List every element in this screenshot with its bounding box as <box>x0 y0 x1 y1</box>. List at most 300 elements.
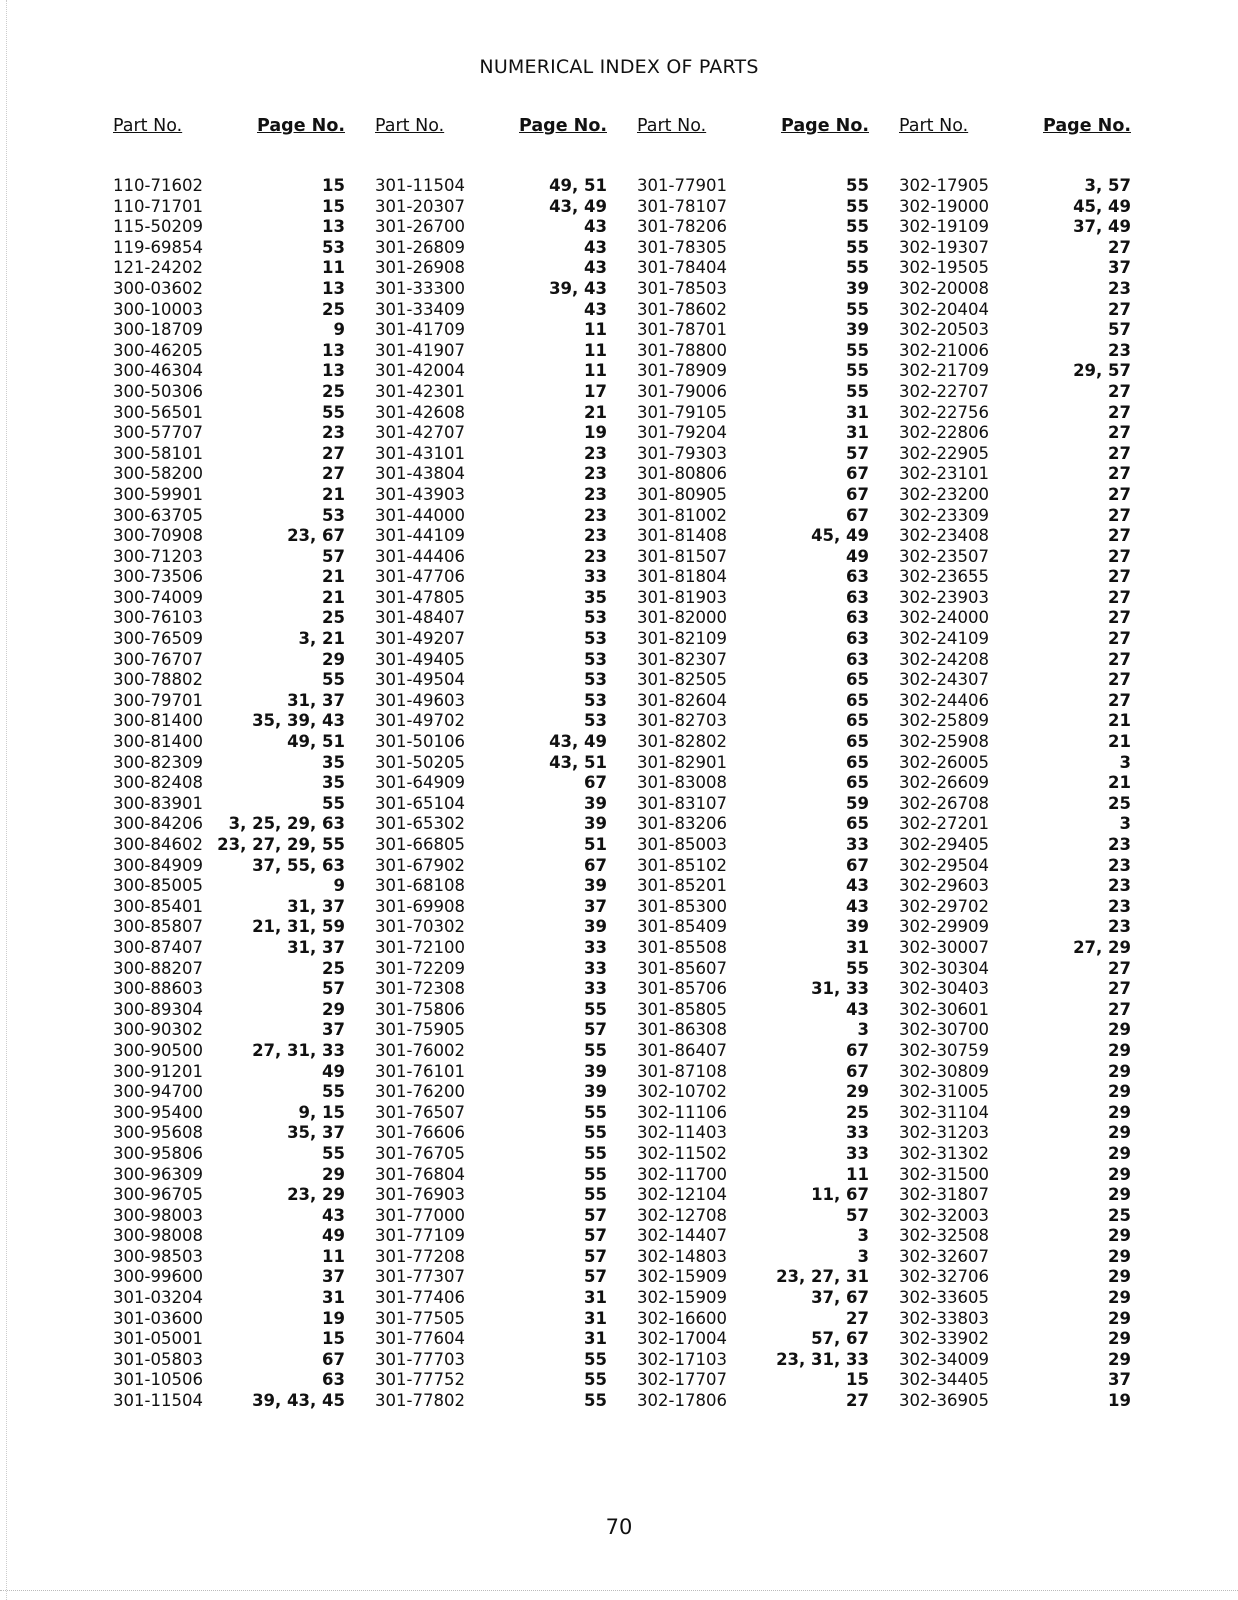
index-rows <box>113 176 345 1412</box>
page-reference: 27 <box>1108 629 1131 649</box>
index-row <box>899 897 1131 918</box>
index-row <box>899 423 1131 444</box>
index-row <box>113 1000 345 1021</box>
index-row <box>375 917 607 938</box>
part-number: 301-43903 <box>375 484 465 504</box>
index-row <box>375 1185 607 1206</box>
part-number: 301-72308 <box>375 979 465 999</box>
page-reference: 9 <box>333 876 345 896</box>
index-row <box>899 485 1131 506</box>
index-row <box>899 691 1131 712</box>
part-number: 301-41709 <box>375 320 465 340</box>
page-reference: 23 <box>1108 917 1131 937</box>
part-number: 301-82604 <box>637 690 727 710</box>
part-number: 302-26708 <box>899 793 989 813</box>
index-row <box>899 753 1131 774</box>
part-number: 301-77703 <box>375 1349 465 1369</box>
index-row <box>113 650 345 671</box>
page-reference: 67 <box>846 1040 869 1060</box>
part-number: 301-76903 <box>375 1185 465 1205</box>
part-number: 302-33902 <box>899 1329 989 1349</box>
part-number: 301-77752 <box>375 1370 465 1390</box>
page-reference: 39 <box>584 876 607 896</box>
page-reference: 11 <box>322 258 345 278</box>
index-row <box>637 650 869 671</box>
part-number: 300-87407 <box>113 937 203 957</box>
index-row <box>113 1329 345 1350</box>
index-row <box>637 1165 869 1186</box>
part-number: 300-85401 <box>113 896 203 916</box>
page-reference: 25 <box>1108 793 1131 813</box>
index-row <box>637 959 869 980</box>
page-reference: 29 <box>1108 1226 1131 1246</box>
part-number: 300-78802 <box>113 670 203 690</box>
page-no-header: Page No. <box>257 116 345 136</box>
page-reference: 29 <box>1108 1082 1131 1102</box>
index-row <box>375 300 607 321</box>
part-number: 302-36905 <box>899 1391 989 1411</box>
part-number: 301-67902 <box>375 855 465 875</box>
part-number: 301-78404 <box>637 258 727 278</box>
page-reference: 13 <box>322 361 345 381</box>
index-row <box>375 1370 607 1391</box>
part-number: 302-11700 <box>637 1164 727 1184</box>
page-no-header: Page No. <box>781 116 869 136</box>
page-reference: 29 <box>1108 1349 1131 1369</box>
part-number: 302-25809 <box>899 711 989 731</box>
page-reference: 49 <box>322 1061 345 1081</box>
index-row <box>375 341 607 362</box>
page-reference: 55 <box>584 1040 607 1060</box>
index-row <box>113 444 345 465</box>
part-number: 301-77901 <box>637 176 727 195</box>
part-number: 301-48407 <box>375 608 465 628</box>
page-reference: 37 <box>1108 258 1131 278</box>
index-row <box>113 1391 345 1412</box>
page-reference: 29 <box>1108 1020 1131 1040</box>
part-number: 300-84909 <box>113 855 203 875</box>
page-reference: 27 <box>1108 484 1131 504</box>
part-number: 301-49504 <box>375 670 465 690</box>
index-row <box>637 1123 869 1144</box>
page-reference: 27 <box>1108 608 1131 628</box>
part-number: 301-76101 <box>375 1061 465 1081</box>
page-reference: 29 <box>1108 1308 1131 1328</box>
page-reference: 27 <box>322 443 345 463</box>
index-row <box>113 1370 345 1391</box>
page-reference: 23 <box>322 423 345 443</box>
part-number: 300-10003 <box>113 299 203 319</box>
index-row <box>375 567 607 588</box>
page-reference: 55 <box>322 1143 345 1163</box>
page-reference: 27 <box>1108 546 1131 566</box>
index-row <box>637 1185 869 1206</box>
page-reference: 19 <box>584 423 607 443</box>
page-reference: 37 <box>1108 1370 1131 1390</box>
index-column-1 <box>113 116 345 1412</box>
index-row <box>113 876 345 897</box>
part-number: 301-03204 <box>113 1288 203 1308</box>
index-row <box>113 382 345 403</box>
part-number: 300-59901 <box>113 484 203 504</box>
index-row <box>637 753 869 774</box>
page-reference: 63 <box>846 629 869 649</box>
index-row <box>637 444 869 465</box>
index-row <box>899 711 1131 732</box>
index-row <box>375 1226 607 1247</box>
index-row <box>375 464 607 485</box>
index-row <box>899 650 1131 671</box>
index-row <box>113 938 345 959</box>
part-number: 301-83107 <box>637 793 727 813</box>
column-header <box>113 116 345 176</box>
part-number: 302-23507 <box>899 546 989 566</box>
page-reference: 35, 37 <box>287 1123 345 1143</box>
page-reference: 65 <box>846 670 869 690</box>
index-row <box>899 197 1131 218</box>
part-number: 302-24307 <box>899 670 989 690</box>
page-no-header: Page No. <box>1043 116 1131 136</box>
part-number: 302-32003 <box>899 1205 989 1225</box>
part-number: 301-85409 <box>637 917 727 937</box>
part-number: 301-64909 <box>375 773 465 793</box>
index-row <box>113 711 345 732</box>
index-row <box>899 794 1131 815</box>
page-reference: 67 <box>584 855 607 875</box>
part-number: 302-33803 <box>899 1308 989 1328</box>
index-column-3 <box>637 116 869 1412</box>
page-title: NUMERICAL INDEX OF PARTS <box>479 56 759 78</box>
page-reference: 9, 15 <box>298 1102 345 1122</box>
part-number: 301-05001 <box>113 1329 203 1349</box>
index-rows <box>375 176 607 1412</box>
page-reference: 63 <box>846 649 869 669</box>
part-number: 301-33300 <box>375 278 465 298</box>
page-reference: 11 <box>584 320 607 340</box>
part-number: 301-87108 <box>637 1061 727 1081</box>
part-number: 301-80806 <box>637 464 727 484</box>
part-number: 300-98003 <box>113 1205 203 1225</box>
page-reference: 11 <box>584 361 607 381</box>
part-number: 300-98008 <box>113 1226 203 1246</box>
part-number: 301-86308 <box>637 1020 727 1040</box>
page-reference: 53 <box>322 237 345 257</box>
index-row <box>375 423 607 444</box>
part-number: 300-91201 <box>113 1061 203 1081</box>
part-number: 302-11106 <box>637 1102 727 1122</box>
page-reference: 21 <box>584 402 607 422</box>
index-row <box>113 320 345 341</box>
index-row <box>375 506 607 527</box>
part-number: 302-23309 <box>899 505 989 525</box>
page-reference: 53 <box>322 505 345 525</box>
part-number: 302-24000 <box>899 608 989 628</box>
part-number: 110-71602 <box>113 176 203 195</box>
index-column-4 <box>899 116 1131 1412</box>
index-row <box>375 258 607 279</box>
index-row <box>637 567 869 588</box>
index-row <box>637 938 869 959</box>
index-row <box>899 608 1131 629</box>
part-number: 302-33605 <box>899 1288 989 1308</box>
part-number: 302-24406 <box>899 690 989 710</box>
page-reference: 21 <box>1108 732 1131 752</box>
index-row <box>375 1206 607 1227</box>
index-row <box>113 835 345 856</box>
index-row <box>113 361 345 382</box>
index-row <box>375 856 607 877</box>
part-number: 301-10506 <box>113 1370 203 1390</box>
page-reference: 49 <box>846 546 869 566</box>
part-number: 302-23200 <box>899 484 989 504</box>
page-reference: 27 <box>1108 670 1131 690</box>
index-row <box>637 773 869 794</box>
page-reference: 57 <box>322 546 345 566</box>
part-number: 300-46205 <box>113 340 203 360</box>
page-reference: 43 <box>584 237 607 257</box>
margin-rule <box>6 0 7 1600</box>
part-number: 300-99600 <box>113 1267 203 1287</box>
index-row <box>899 1288 1131 1309</box>
page-reference: 15 <box>322 196 345 216</box>
part-number: 302-21709 <box>899 361 989 381</box>
page-reference: 43 <box>846 896 869 916</box>
index-row <box>637 506 869 527</box>
part-number: 302-32508 <box>899 1226 989 1246</box>
page-reference: 53 <box>584 690 607 710</box>
part-number: 302-30759 <box>899 1040 989 1060</box>
page-reference: 37 <box>322 1267 345 1287</box>
part-number: 302-11502 <box>637 1143 727 1163</box>
page-reference: 43 <box>584 299 607 319</box>
part-number: 302-17905 <box>899 176 989 195</box>
index-row <box>375 794 607 815</box>
page-reference: 3, 57 <box>1084 176 1131 195</box>
part-number: 301-82307 <box>637 649 727 669</box>
part-number: 301-81804 <box>637 567 727 587</box>
page-reference: 23 <box>584 443 607 463</box>
index-row <box>113 1226 345 1247</box>
index-row <box>375 279 607 300</box>
part-number: 300-98503 <box>113 1246 203 1266</box>
index-row <box>899 444 1131 465</box>
page-reference: 3 <box>857 1020 869 1040</box>
page-reference: 27 <box>1108 299 1131 319</box>
page-reference: 27 <box>322 464 345 484</box>
part-number: 301-79204 <box>637 423 727 443</box>
page-reference: 57 <box>584 1205 607 1225</box>
index-row <box>113 197 345 218</box>
page-reference: 43 <box>322 1205 345 1225</box>
part-number: 300-76509 <box>113 629 203 649</box>
index-row <box>637 794 869 815</box>
index-row <box>375 1165 607 1186</box>
part-number: 301-44109 <box>375 526 465 546</box>
page-reference: 25 <box>846 1102 869 1122</box>
index-row <box>637 1020 869 1041</box>
page-reference: 23 <box>584 484 607 504</box>
part-number: 301-69908 <box>375 896 465 916</box>
part-number: 301-82505 <box>637 670 727 690</box>
index-row <box>899 1370 1131 1391</box>
index-row <box>113 979 345 1000</box>
index-row <box>899 670 1131 691</box>
index-row <box>375 753 607 774</box>
page-reference: 9 <box>333 320 345 340</box>
part-number: 301-82109 <box>637 629 727 649</box>
page-reference: 3 <box>1119 814 1131 834</box>
page-reference: 33 <box>584 958 607 978</box>
page-reference: 23 <box>1108 855 1131 875</box>
index-row <box>637 547 869 568</box>
part-number: 301-77802 <box>375 1391 465 1411</box>
index-row <box>113 485 345 506</box>
index-row <box>899 732 1131 753</box>
page-reference: 55 <box>584 1102 607 1122</box>
part-number: 301-11504 <box>113 1391 203 1411</box>
index-row <box>637 526 869 547</box>
part-number: 301-41907 <box>375 340 465 360</box>
page-reference: 27 <box>1108 526 1131 546</box>
index-row <box>899 464 1131 485</box>
page-reference: 63 <box>846 587 869 607</box>
part-no-header: Part No. <box>637 116 707 136</box>
index-row <box>637 670 869 691</box>
page-reference: 55 <box>846 361 869 381</box>
index-row <box>375 959 607 980</box>
part-number: 301-75806 <box>375 999 465 1019</box>
index-row <box>637 485 869 506</box>
index-row <box>113 814 345 835</box>
index-row <box>899 258 1131 279</box>
part-number: 300-88603 <box>113 979 203 999</box>
index-column-2 <box>375 116 607 1412</box>
page-reference: 49, 51 <box>549 176 607 195</box>
index-row <box>113 464 345 485</box>
index-row <box>113 217 345 238</box>
index-row <box>113 341 345 362</box>
part-number: 302-22707 <box>899 381 989 401</box>
part-number: 301-85607 <box>637 958 727 978</box>
part-number: 301-11504 <box>375 176 465 195</box>
index-row <box>113 1185 345 1206</box>
page-reference: 31 <box>846 402 869 422</box>
index-row <box>637 423 869 444</box>
page-reference: 29 <box>1108 1102 1131 1122</box>
part-number: 302-30403 <box>899 979 989 999</box>
page-reference: 11 <box>584 340 607 360</box>
page-reference: 51 <box>584 835 607 854</box>
index-row <box>375 814 607 835</box>
index-row <box>375 444 607 465</box>
index-row <box>113 1020 345 1041</box>
page-reference: 57 <box>584 1267 607 1287</box>
page-reference: 23, 27, 29, 55 <box>217 835 345 854</box>
part-number: 300-79701 <box>113 690 203 710</box>
index-row <box>637 897 869 918</box>
index-row <box>375 361 607 382</box>
part-number: 300-58101 <box>113 443 203 463</box>
page-reference: 27 <box>1108 464 1131 484</box>
part-number: 300-56501 <box>113 402 203 422</box>
index-row <box>637 217 869 238</box>
part-number: 300-82408 <box>113 773 203 793</box>
index-row <box>899 1185 1131 1206</box>
page-reference: 23 <box>1108 278 1131 298</box>
part-number: 301-76002 <box>375 1040 465 1060</box>
index-row <box>375 876 607 897</box>
page-reference: 31, 37 <box>287 937 345 957</box>
part-number: 302-14407 <box>637 1226 727 1246</box>
index-row <box>637 197 869 218</box>
index-row <box>375 547 607 568</box>
page-reference: 25 <box>1108 1205 1131 1225</box>
index-row <box>375 217 607 238</box>
part-number: 301-81002 <box>637 505 727 525</box>
page-reference: 55 <box>584 1391 607 1411</box>
page-reference: 27 <box>1108 587 1131 607</box>
part-number: 301-79105 <box>637 402 727 422</box>
page-reference: 67 <box>846 505 869 525</box>
part-number: 301-49405 <box>375 649 465 669</box>
part-number: 302-22756 <box>899 402 989 422</box>
index-row <box>375 1391 607 1412</box>
index-row <box>113 176 345 197</box>
part-number: 300-81400 <box>113 732 203 752</box>
index-row <box>899 217 1131 238</box>
part-number: 300-03602 <box>113 278 203 298</box>
index-row <box>375 629 607 650</box>
index-row <box>899 1206 1131 1227</box>
page-reference: 39 <box>584 793 607 813</box>
page-reference: 27 <box>1108 505 1131 525</box>
part-number: 301-77505 <box>375 1308 465 1328</box>
part-number: 301-03600 <box>113 1308 203 1328</box>
index-row <box>637 1226 869 1247</box>
part-number: 301-76507 <box>375 1102 465 1122</box>
index-row <box>113 1082 345 1103</box>
page-reference: 55 <box>584 1123 607 1143</box>
part-number: 302-17707 <box>637 1370 727 1390</box>
page-reference: 37 <box>584 896 607 916</box>
page-reference: 65 <box>846 773 869 793</box>
index-row <box>375 320 607 341</box>
index-row <box>113 1123 345 1144</box>
part-number: 301-78503 <box>637 278 727 298</box>
part-number: 301-49207 <box>375 629 465 649</box>
page-reference: 67 <box>846 484 869 504</box>
part-number: 301-82000 <box>637 608 727 628</box>
part-number: 300-76707 <box>113 649 203 669</box>
part-number: 301-80905 <box>637 484 727 504</box>
page-reference: 43, 49 <box>549 196 607 216</box>
page-reference: 23 <box>1108 876 1131 896</box>
page-reference: 37, 49 <box>1073 217 1131 237</box>
page-reference: 53 <box>584 670 607 690</box>
page-reference: 27 <box>1108 381 1131 401</box>
page-reference: 57 <box>584 1246 607 1266</box>
part-number: 302-23408 <box>899 526 989 546</box>
page-reference: 33 <box>584 937 607 957</box>
page-reference: 33 <box>584 979 607 999</box>
page-reference: 31 <box>846 937 869 957</box>
part-number: 301-78206 <box>637 217 727 237</box>
part-number: 302-14803 <box>637 1246 727 1266</box>
part-number: 300-74009 <box>113 587 203 607</box>
page-reference: 29 <box>1108 1061 1131 1081</box>
part-number: 300-95806 <box>113 1143 203 1163</box>
page-reference: 67 <box>846 855 869 875</box>
